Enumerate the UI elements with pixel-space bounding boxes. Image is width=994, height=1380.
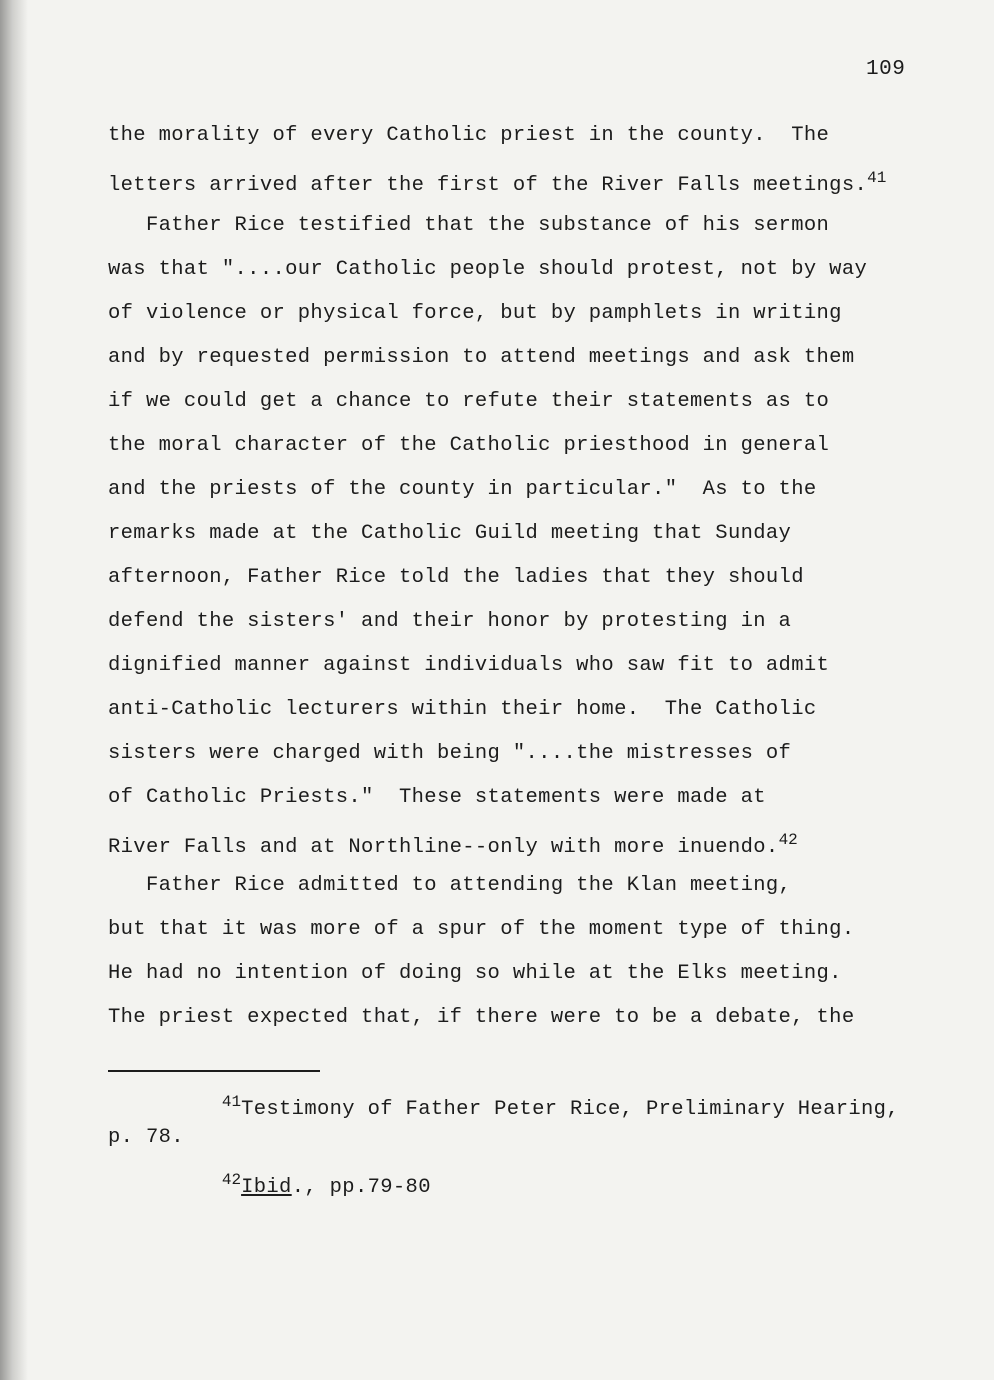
- body-line: [108, 170, 886, 197]
- body-line: of violence or physical force, but by pamphlets in writing: [108, 302, 842, 325]
- body-line: remarks made at the Catholic Guild meeting that Sunday: [108, 522, 792, 545]
- footnote-text: Testimony of Father Peter Rice, Preliminary Hearing,: [241, 1098, 899, 1121]
- footnote-42: [108, 1172, 431, 1199]
- footnote-mark: 41: [221, 1093, 242, 1111]
- ibid-abbreviation: Ibid: [241, 1176, 292, 1199]
- body-line: sisters were charged with being "....the mistresses of: [108, 742, 792, 765]
- body-line: if we could get a chance to refute their statements as to: [108, 390, 830, 413]
- body-line: the morality of every Catholic priest in the county. The: [108, 124, 830, 147]
- footnote-rule: [108, 1070, 320, 1072]
- body-line: and by requested permission to attend meetings and ask them: [108, 346, 855, 369]
- body-line: anti-Catholic lecturers within their home. The Catholic: [108, 698, 817, 721]
- body-line: dignified manner against individuals who saw fit to admit: [108, 654, 830, 677]
- body-line: The priest expected that, if there were to be a debate, the: [108, 1006, 855, 1029]
- body-line: Father Rice testified that the substance of his sermon: [108, 214, 830, 237]
- body-line: was that "....our Catholic people should protest, not by way: [108, 258, 868, 281]
- footnote-mark: 42: [221, 1171, 242, 1189]
- body-line: defend the sisters' and their honor by protesting in a: [108, 610, 792, 633]
- footnote-ref-41: 41: [867, 169, 887, 187]
- body-line-text: letters arrived after the first of the River Falls meetings.: [108, 174, 868, 197]
- body-line: [108, 832, 798, 859]
- footnote-text: ., pp.79-80: [291, 1176, 431, 1199]
- body-line: afternoon, Father Rice told the ladies that they should: [108, 566, 804, 589]
- body-line: but that it was more of a spur of the moment type of thing.: [108, 918, 855, 941]
- footnote-ref-42: 42: [778, 831, 798, 849]
- page-binding-shadow: [0, 0, 28, 1380]
- body-line: of Catholic Priests." These statements were made at: [108, 786, 766, 809]
- body-line: and the priests of the county in particular." As to the: [108, 478, 817, 501]
- page-number: 109: [866, 58, 906, 81]
- body-line: He had no intention of doing so while at the Elks meeting.: [108, 962, 842, 985]
- footnote-41: [108, 1094, 899, 1121]
- body-line: the moral character of the Catholic priesthood in general: [108, 434, 830, 457]
- body-line-text: River Falls and at Northline--only with more inuendo.: [108, 836, 779, 859]
- footnote-41-continuation: p. 78.: [108, 1126, 184, 1149]
- body-line: Father Rice admitted to attending the Klan meeting,: [108, 874, 792, 897]
